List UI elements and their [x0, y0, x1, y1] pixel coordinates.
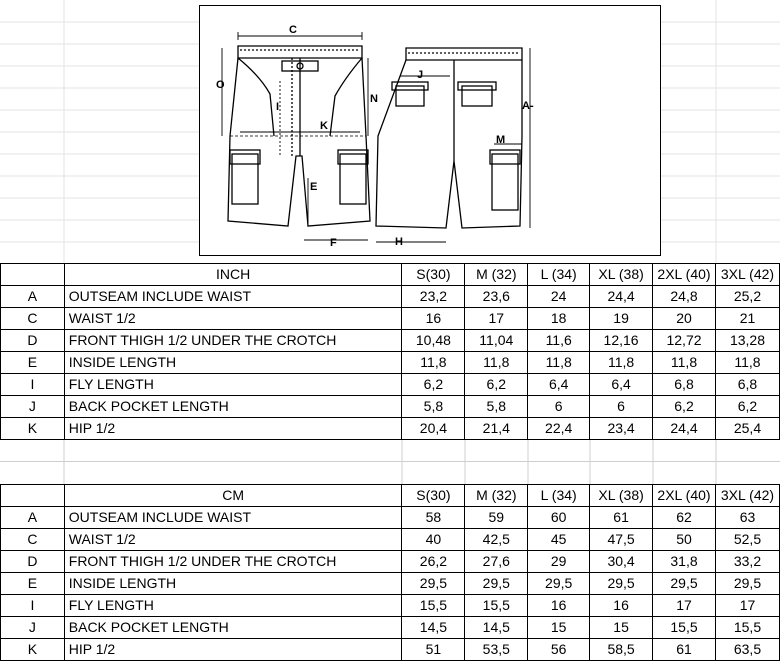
cm-size-header: M (32) [465, 485, 528, 507]
measure-value: 16 [590, 595, 653, 617]
measure-value: 29,5 [402, 573, 465, 595]
measure-value: 14,5 [465, 617, 528, 639]
table-row [1, 573, 780, 595]
blank-rows [0, 440, 780, 484]
table-row [1, 330, 780, 352]
measure-code: E [1, 352, 65, 374]
table-row [1, 595, 780, 617]
cm-size-header: 3XL (42) [715, 485, 779, 507]
measure-value: 40 [402, 529, 465, 551]
measure-value: 52,5 [715, 529, 779, 551]
measure-value: 63,5 [715, 639, 779, 661]
table-row [1, 529, 780, 551]
cm-table-body [1, 485, 780, 661]
measure-value: 42,5 [465, 529, 528, 551]
measure-code: I [1, 374, 65, 396]
blank-grid [0, 440, 780, 484]
measure-value: 29,5 [653, 573, 716, 595]
measure-value: 11,8 [402, 352, 465, 374]
measure-value: 24 [528, 286, 590, 308]
measure-name: FLY LENGTH [64, 595, 402, 617]
measure-value: 15,5 [465, 595, 528, 617]
measure-value: 51 [402, 639, 465, 661]
measure-value: 14,5 [402, 617, 465, 639]
measure-value: 11,04 [465, 330, 528, 352]
measure-value: 61 [653, 639, 716, 661]
measure-value: 24,4 [590, 286, 653, 308]
measure-value: 23,2 [402, 286, 465, 308]
measure-value: 47,5 [590, 529, 653, 551]
measure-value: 25,2 [715, 286, 779, 308]
measure-value: 19 [590, 308, 653, 330]
measure-value: 17 [715, 595, 779, 617]
measure-value: 16 [402, 308, 465, 330]
measure-value: 15 [528, 617, 590, 639]
measure-value: 15,5 [402, 595, 465, 617]
measure-code: K [1, 418, 65, 440]
label-a: A- [522, 100, 534, 112]
measure-value: 20,4 [402, 418, 465, 440]
inch-size-table [0, 263, 780, 440]
label-i: I [276, 101, 280, 113]
measure-value: 22,4 [528, 418, 590, 440]
measure-value: 11,8 [528, 352, 590, 374]
cm-size-header: 2XL (40) [653, 485, 716, 507]
measure-value: 26,2 [402, 551, 465, 573]
measure-value: 21,4 [465, 418, 528, 440]
label-m: M [496, 134, 506, 146]
inch-size-header: 2XL (40) [653, 264, 716, 286]
table-row [1, 396, 780, 418]
measure-name: INSIDE LENGTH [64, 573, 402, 595]
label-e: E [310, 181, 318, 193]
table-row [1, 617, 780, 639]
measure-value: 5,8 [402, 396, 465, 418]
table-row [1, 418, 780, 440]
measure-code: J [1, 617, 65, 639]
measure-name: WAIST 1/2 [64, 308, 402, 330]
table-row [1, 507, 780, 529]
table-row [1, 639, 780, 661]
measure-name: FLY LENGTH [64, 374, 402, 396]
inch-size-header: L (34) [528, 264, 590, 286]
measure-value: 11,8 [465, 352, 528, 374]
measure-value: 15,5 [715, 617, 779, 639]
measure-code: E [1, 573, 65, 595]
shorts-measurement-sketch [199, 5, 661, 256]
label-f: F [330, 237, 337, 249]
measure-value: 58,5 [590, 639, 653, 661]
inch-header-row [1, 264, 780, 286]
measure-code: C [1, 529, 65, 551]
measure-value: 45 [528, 529, 590, 551]
cm-header-row [1, 485, 780, 507]
measure-value: 6,8 [715, 374, 779, 396]
measure-name: FRONT THIGH 1/2 UNDER THE CROTCH [64, 551, 402, 573]
measure-value: 63 [715, 507, 779, 529]
measure-value: 30,4 [590, 551, 653, 573]
measure-name: FRONT THIGH 1/2 UNDER THE CROTCH [64, 330, 402, 352]
measure-value: 50 [653, 529, 716, 551]
table-row [1, 308, 780, 330]
measure-value: 29,5 [715, 573, 779, 595]
measure-value: 25,4 [715, 418, 779, 440]
measure-value: 6,4 [528, 374, 590, 396]
measure-value: 58 [402, 507, 465, 529]
measure-name: INSIDE LENGTH [64, 352, 402, 374]
measure-value: 11,8 [715, 352, 779, 374]
measure-value: 16 [528, 595, 590, 617]
measure-value: 6,2 [402, 374, 465, 396]
inch-size-header: XL (38) [590, 264, 653, 286]
measure-value: 53,5 [465, 639, 528, 661]
measure-value: 29,5 [528, 573, 590, 595]
measure-value: 17 [653, 595, 716, 617]
measure-name: BACK POCKET LENGTH [64, 617, 402, 639]
measure-value: 13,28 [715, 330, 779, 352]
measure-value: 29 [528, 551, 590, 573]
measure-value: 24,8 [653, 286, 716, 308]
measure-name: OUTSEAM INCLUDE WAIST [64, 286, 402, 308]
measure-code: J [1, 396, 65, 418]
inch-size-header: 3XL (42) [715, 264, 779, 286]
measure-value: 6,2 [465, 374, 528, 396]
cm-size-header: L (34) [528, 485, 590, 507]
measure-name: HIP 1/2 [64, 418, 402, 440]
measure-code: K [1, 639, 65, 661]
inch-size-header: M (32) [465, 264, 528, 286]
measure-value: 11,8 [653, 352, 716, 374]
measure-code: I [1, 595, 65, 617]
measure-code: A [1, 286, 65, 308]
table-row [1, 374, 780, 396]
measure-value: 20 [653, 308, 716, 330]
measure-code: D [1, 551, 65, 573]
measure-code: C [1, 308, 65, 330]
cm-size-header: XL (38) [590, 485, 653, 507]
measure-value: 31,8 [653, 551, 716, 573]
label-h: H [395, 236, 403, 248]
measure-value: 18 [528, 308, 590, 330]
table-row [1, 286, 780, 308]
measure-value: 12,72 [653, 330, 716, 352]
cm-table-title: CM [64, 485, 402, 507]
measure-value: 6,2 [653, 396, 716, 418]
inch-table-title: INCH [64, 264, 402, 286]
inch-corner-cell [1, 264, 65, 286]
measure-value: 15,5 [653, 617, 716, 639]
measure-name: WAIST 1/2 [64, 529, 402, 551]
measure-value: 33,2 [715, 551, 779, 573]
measure-value: 6,2 [715, 396, 779, 418]
table-row [1, 551, 780, 573]
inch-table-body [1, 264, 780, 440]
measure-value: 12,16 [590, 330, 653, 352]
measure-name: BACK POCKET LENGTH [64, 396, 402, 418]
measure-value: 27,6 [465, 551, 528, 573]
measure-value: 6 [528, 396, 590, 418]
measure-name: OUTSEAM INCLUDE WAIST [64, 507, 402, 529]
measure-value: 29,5 [465, 573, 528, 595]
measure-value: 6,4 [590, 374, 653, 396]
measure-value: 11,6 [528, 330, 590, 352]
table-row [1, 352, 780, 374]
measure-value: 29,5 [590, 573, 653, 595]
label-n: N [370, 93, 378, 105]
measure-name: HIP 1/2 [64, 639, 402, 661]
label-o: O [216, 79, 225, 91]
measure-value: 21 [715, 308, 779, 330]
inch-size-header: S(30) [402, 264, 465, 286]
measure-value: 11,8 [590, 352, 653, 374]
measure-value: 23,4 [590, 418, 653, 440]
measure-value: 6 [590, 396, 653, 418]
label-j: J [417, 69, 424, 81]
cm-size-header: S(30) [402, 485, 465, 507]
measure-value: 62 [653, 507, 716, 529]
measure-value: 10,48 [402, 330, 465, 352]
measure-value: 15 [590, 617, 653, 639]
measure-value: 61 [590, 507, 653, 529]
label-c: C [289, 24, 297, 36]
measure-code: D [1, 330, 65, 352]
measure-code: A [1, 507, 65, 529]
measure-value: 23,6 [465, 286, 528, 308]
measure-value: 59 [465, 507, 528, 529]
measure-value: 6,8 [653, 374, 716, 396]
measure-value: 56 [528, 639, 590, 661]
measure-value: 5,8 [465, 396, 528, 418]
cm-corner-cell [1, 485, 65, 507]
measure-value: 60 [528, 507, 590, 529]
label-k: K [320, 120, 328, 132]
cm-size-table [0, 484, 780, 661]
measure-value: 24,4 [653, 418, 716, 440]
measure-value: 17 [465, 308, 528, 330]
